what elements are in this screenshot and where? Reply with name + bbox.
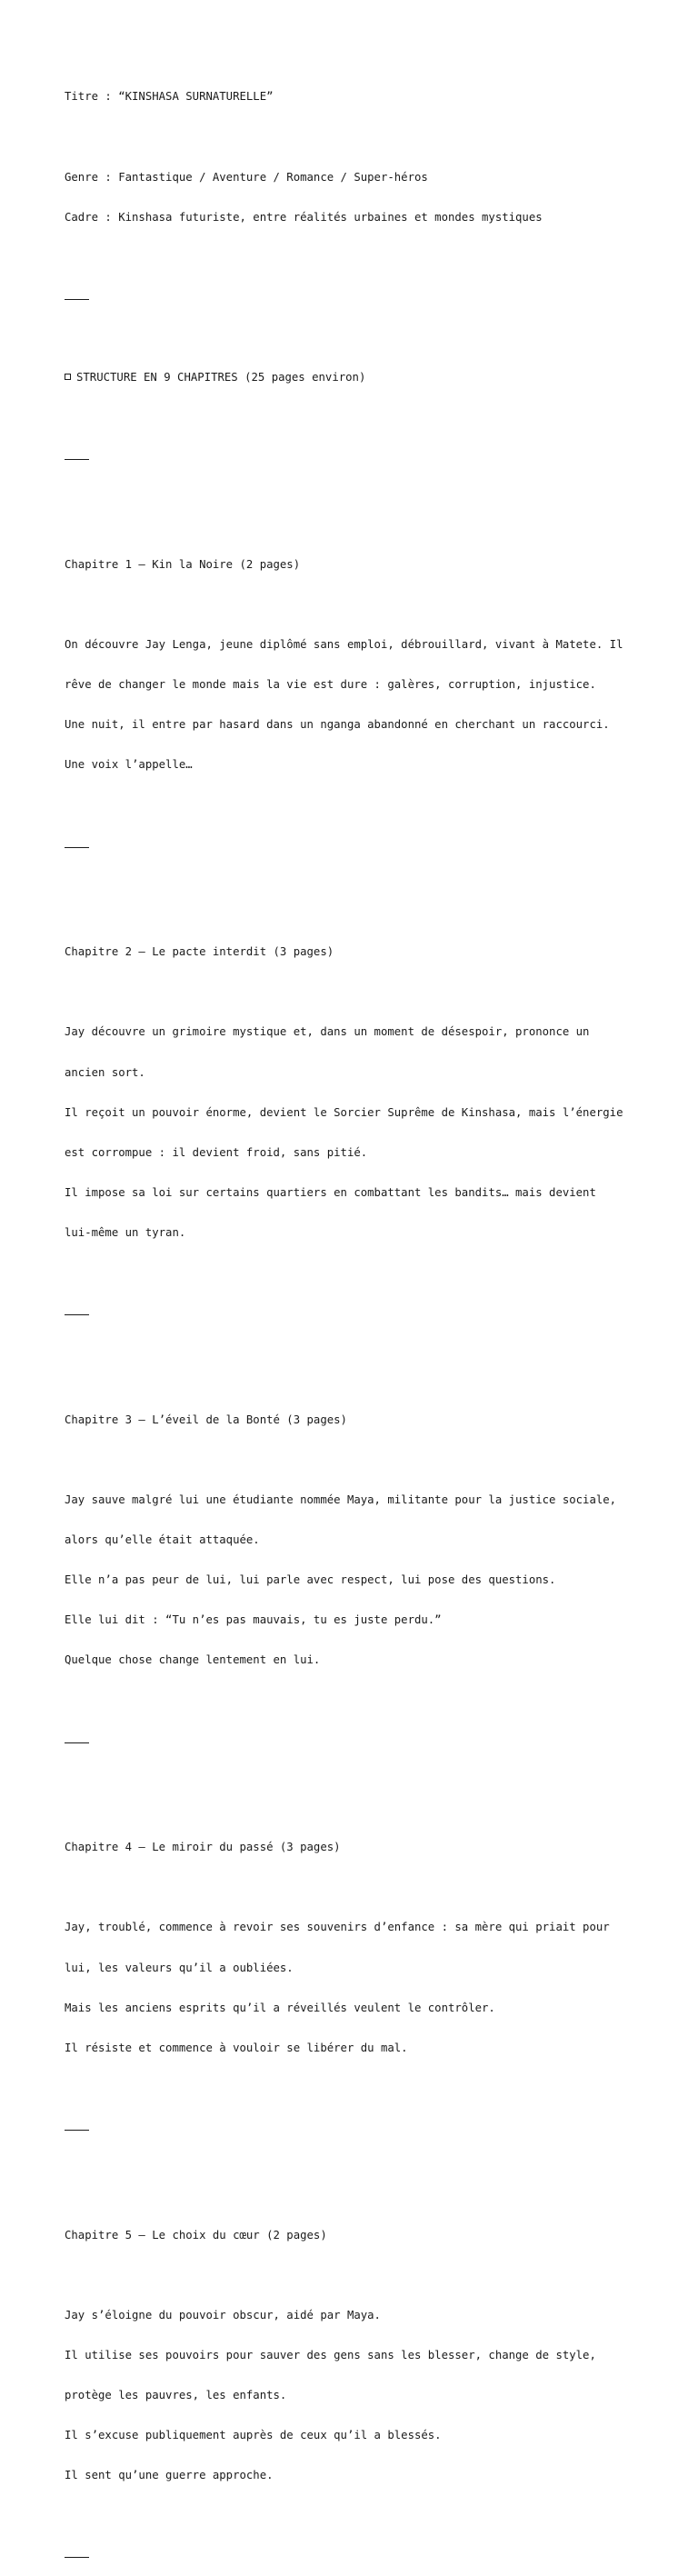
separator-rule <box>65 1306 89 1320</box>
chapter-3-line-1: Jay sauve malgré lui une étudiante nommée Maya, militante pour la justice sociale, <box>65 1493 617 1506</box>
chapter-5-line-3: protège les pauvres, les enfants. <box>65 2388 287 2401</box>
blank-line <box>65 1346 646 1360</box>
chapter-3-heading: Chapitre 3 – L’éveil de la Bonté (3 pages) <box>65 1413 347 1426</box>
chapter-2-line-5: Il impose sa loi sur certains quartiers en combattant les bandits… mais devient <box>65 1185 596 1199</box>
genre-line: Genre : Fantastique / Aventure / Romance / Super-héros <box>65 170 428 184</box>
chapter-4-heading: Chapitre 4 – Le miroir du passé (3 pages) <box>65 1841 341 1854</box>
chapter-1-heading: Chapitre 1 – Kin la Noire (2 pages) <box>65 557 301 571</box>
chapter-1-line-2: rêve de changer le monde mais la vie est dure : galères, corruption, injustice. <box>65 678 596 692</box>
chapter-2-line-4: est corrompue : il devient froid, sans pitié. <box>65 1145 368 1159</box>
separator-rule <box>65 839 89 853</box>
blank-line <box>65 251 646 265</box>
blank-line <box>65 879 646 893</box>
chapter-3-line-4: Elle lui dit : “Tu n’es pas mauvais, tu es juste perdu.” <box>65 1613 442 1627</box>
blank-line <box>65 411 646 424</box>
chapter-5-heading: Chapitre 5 – Le choix du cœur (2 pages) <box>65 2228 327 2242</box>
chapter-1-line-1: On découvre Jay Lenga, jeune diplômé sans emploi, débrouillard, vivant à Matete. Il <box>65 638 623 652</box>
separator-rule <box>65 451 89 464</box>
blank-line <box>65 2509 646 2522</box>
title-line: Titre : “KINSHASA SURNATURELLE” <box>65 90 274 104</box>
chapter-1-line-3: Une nuit, il entre par hasard dans un nganga abandonné en cherchant un raccourci. <box>65 718 610 732</box>
separator-rule <box>65 2549 89 2562</box>
blank-line <box>65 598 646 612</box>
document-page <box>65 64 646 2576</box>
cadre-line: Cadre : Kinshasa futuriste, entre réalités urbaines et mondes mystiques <box>65 210 543 224</box>
chapter-4-line-1: Jay, troublé, commence à revoir ses souvenirs d’enfance : sa mère qui priait pour <box>65 1921 610 1934</box>
blank-line <box>65 799 646 813</box>
separator-rule <box>65 1734 89 1748</box>
chapter-2-line-6: lui-même un tyran. <box>65 1225 186 1239</box>
chapter-4-line-2: lui, les valeurs qu’il a oubliées. <box>65 1961 294 1974</box>
separator-rule <box>65 2122 89 2135</box>
chapter-2-line-1: Jay découvre un grimoire mystique et, dans un moment de désespoir, prononce un <box>65 1025 590 1039</box>
chapter-4-line-4: Il résiste et commence à vouloir se libérer du mal. <box>65 2041 408 2054</box>
chapter-5-line-1: Jay s’éloigne du pouvoir obscur, aidé par Maya. <box>65 2308 381 2321</box>
blank-line <box>65 1266 646 1280</box>
structure-heading: STRUCTURE EN 9 CHAPITRES (25 pages environ) <box>76 371 366 384</box>
structure-heading-line <box>65 371 646 384</box>
blank-line <box>65 2082 646 2095</box>
square-bullet-icon <box>65 374 71 380</box>
blank-line <box>65 131 646 145</box>
chapter-2-heading: Chapitre 2 – Le pacte interdit (3 pages) <box>65 945 334 959</box>
chapter-3-line-2: alors qu’elle était attaquée. <box>65 1533 260 1547</box>
blank-line <box>65 1881 646 1894</box>
blank-line <box>65 331 646 344</box>
chapter-5-line-5: Il sent qu’une guerre approche. <box>65 2469 274 2482</box>
blank-line <box>65 1453 646 1467</box>
blank-line <box>65 2162 646 2175</box>
blank-line <box>65 491 646 504</box>
separator-rule <box>65 291 89 305</box>
chapter-1-line-4: Une voix l’appelle… <box>65 758 193 772</box>
chapter-5-line-4: Il s’excuse publiquement auprès de ceux qu’il a blessés. <box>65 2429 442 2442</box>
chapter-2-line-3: Il reçoit un pouvoir énorme, devient le Sorcier Suprême de Kinshasa, mais l’énergie <box>65 1105 623 1119</box>
blank-line <box>65 1694 646 1708</box>
blank-line <box>65 1774 646 1788</box>
blank-line <box>65 2269 646 2282</box>
chapter-5-line-2: Il utilise ses pouvoirs pour sauver des gens sans les blesser, change de style, <box>65 2348 596 2361</box>
chapter-3-line-3: Elle n’a pas peur de lui, lui parle avec respect, lui pose des questions. <box>65 1573 556 1587</box>
chapter-2-line-2: ancien sort. <box>65 1065 145 1079</box>
chapter-4-line-3: Mais les anciens esprits qu’il a réveillés veulent le contrôler. <box>65 2001 495 2014</box>
chapter-3-line-5: Quelque chose change lentement en lui. <box>65 1653 321 1667</box>
blank-line <box>65 985 646 999</box>
